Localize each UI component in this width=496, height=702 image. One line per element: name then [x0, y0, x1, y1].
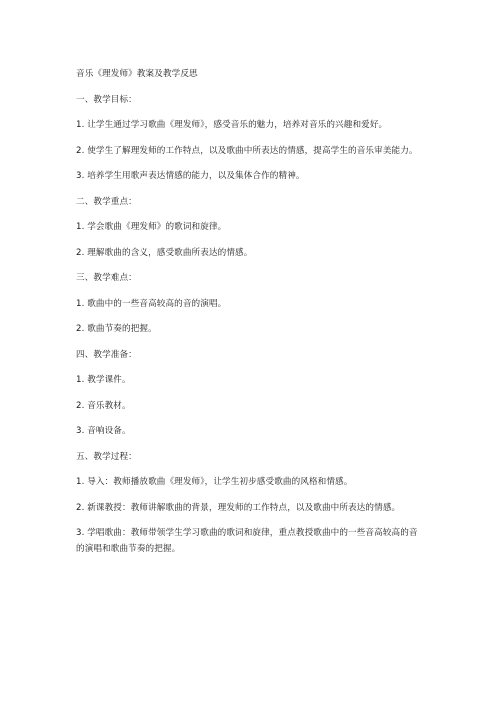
document-body: [76, 66, 426, 567]
section-heading-objectives: 一、教学目标：: [76, 94, 137, 105]
preparation-item: 1. 教学课件。: [76, 375, 131, 385]
difficulty-item: 2. 歌曲节奏的把握。: [76, 324, 157, 334]
process-item: 2. 新课教授：教师讲解歌曲的背景，理发师的工作特点，以及歌曲中所表达的情感。: [76, 502, 401, 513]
section-heading-process: 五、教学过程：: [76, 451, 137, 462]
key-point-item: 2. 理解歌曲的含义，感受歌曲所表达的情感。: [76, 247, 253, 258]
preparation-item: 3. 音响设备。: [76, 426, 131, 436]
preparation-item: 2. 音乐教材。: [76, 400, 131, 411]
document-title: 音乐《理发师》教案及教学反思: [76, 69, 198, 79]
key-point-item: 1. 学会歌曲《理发师》的歌词和旋律。: [76, 222, 227, 232]
objective-item: 1. 让学生通过学习歌曲《理发师》，感受音乐的魅力，培养对音乐的兴趣和爱好。: [76, 120, 388, 130]
objective-item: 2. 使学生了解理发师的工作特点，以及歌曲中所表达的情感，提高学生的音乐审美能力。: [76, 145, 418, 156]
section-heading-difficulties: 三、教学难点：: [76, 273, 137, 283]
section-heading-key-points: 二、教学重点：: [76, 196, 137, 207]
difficulty-item: 1. 歌曲中的一些音高较高的音的演唱。: [76, 298, 227, 309]
section-heading-preparation: 四、教学准备：: [76, 349, 137, 360]
process-item: 1. 导入：教师播放歌曲《理发师》，让学生初步感受歌曲的风格和情感。: [76, 477, 353, 487]
process-item: 3. 学唱歌曲：教师带领学生学习歌曲的歌词和旋律，重点教授歌曲中的一些音高较高的音的演唱和歌曲节奏的把握。: [76, 528, 418, 554]
objective-item: 3. 培养学生用歌声表达情感的能力，以及集体合作的精神。: [76, 171, 305, 181]
